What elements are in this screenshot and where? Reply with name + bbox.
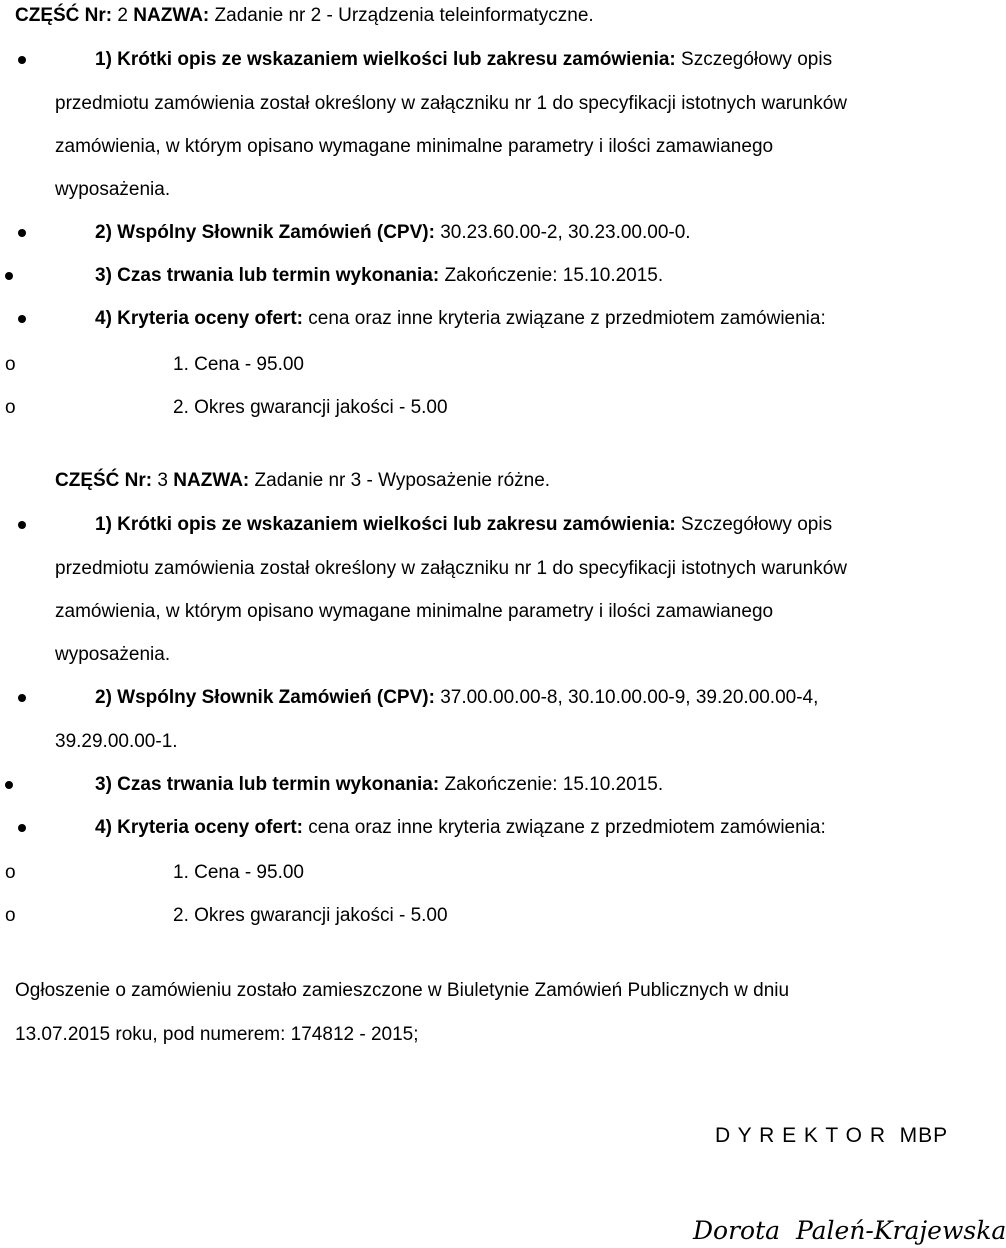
term-value: Zakończenie: 15.10.2015. [444,774,664,795]
part2-description-line3: zamówienia, w którym opisano wymagane minimalne parametry i ilości zamawianego [55,136,774,157]
part2-criteria-item-2: 2. Okres gwarancji jakości - 5.00 [173,397,448,418]
sub-bullet-icon: o [5,905,16,926]
cpv-label: 2) Wspólny Słownik Zamówień (CPV): [95,687,435,708]
part-name-label: NAZWA: [173,470,250,491]
part-name-label: NAZWA: [133,5,210,26]
notice-line1: Ogłoszenie o zamówieniu zostało zamieszczone w Biuletynie Zamówień Publicznych w dniu [15,980,790,1001]
term-label: 3) Czas trwania lub termin wykonania: [95,774,440,795]
part3-cpv-continued: 39.29.00.00-1. [55,731,178,752]
part3-term [95,774,663,796]
term-value: Zakończenie: 15.10.2015. [444,265,664,286]
part3-description-line3: zamówienia, w którym opisano wymagane minimalne parametry i ilości zamawianego [55,601,774,622]
bullet-icon [18,521,26,529]
part2-heading [15,5,594,27]
part3-description-line2: przedmiotu zamówienia został określony w załączniku nr 1 do specyfikacji istotnych warunków [55,558,848,579]
part2-criteria-item-1: 1. Cena - 95.00 [173,354,304,375]
cpv-value: 30.23.60.00-2, 30.23.00.00-0. [440,222,691,243]
part3-criteria-item-1: 1. Cena - 95.00 [173,862,304,883]
part-label: CZĘŚĆ Nr: [55,470,153,491]
criteria-value: cena oraz inne kryteria związane z przedmiotem zamówienia: [308,817,826,838]
part3-description-line1 [95,514,832,536]
part3-cpv [95,687,818,709]
signature-name: Dorota Paleń-Krajewska [693,1216,1006,1245]
bullet-icon [18,229,26,237]
part-name: Zadanie nr 3 - Wyposażenie różne. [254,470,551,491]
part-name: Zadanie nr 2 - Urządzenia teleinformatyczne. [214,5,594,26]
cpv-label: 2) Wspólny Słownik Zamówień (CPV): [95,222,435,243]
part2-term [95,265,663,287]
criteria-value: cena oraz inne kryteria związane z przedmiotem zamówienia: [308,308,826,329]
description-label: 1) Krótki opis ze wskazaniem wielkości lub zakresu zamówienia: [95,49,676,70]
criteria-label: 4) Kryteria oceny ofert: [95,308,304,329]
term-label: 3) Czas trwania lub termin wykonania: [95,265,440,286]
description-text: Szczegółowy opis [681,49,833,70]
sub-bullet-icon: o [5,862,16,883]
part-number: 3 [157,470,168,491]
sub-bullet-icon: o [5,397,16,418]
bullet-icon [18,56,26,64]
part3-criteria [95,817,826,839]
part2-description-line2: przedmiotu zamówienia został określony w załączniku nr 1 do specyfikacji istotnych warunków [55,93,848,114]
part2-cpv [95,222,691,244]
bullet-icon [18,824,26,832]
cpv-value: 37.00.00.00-8, 30.10.00.00-9, 39.20.00.00-4, [440,687,819,708]
part2-description-line1 [95,49,832,71]
description-text: Szczegółowy opis [681,514,833,535]
bullet-icon [5,781,13,789]
sub-bullet-icon: o [5,354,16,375]
part2-description-line4: wyposażenia. [55,179,171,200]
bullet-icon [18,694,26,702]
bullet-icon [5,272,13,280]
part3-description-line4: wyposażenia. [55,644,171,665]
part-label: CZĘŚĆ Nr: [15,5,113,26]
criteria-label: 4) Kryteria oceny ofert: [95,817,304,838]
description-label: 1) Krótki opis ze wskazaniem wielkości lub zakresu zamówienia: [95,514,676,535]
part2-criteria [95,308,826,330]
bullet-icon [18,315,26,323]
part-number: 2 [117,5,128,26]
signature-title: D Y R E K T O R MBP [715,1124,949,1147]
notice-line2: 13.07.2015 roku, pod numerem: 174812 - 2015; [15,1024,419,1045]
part3-criteria-item-2: 2. Okres gwarancji jakości - 5.00 [173,905,448,926]
part3-heading [55,470,550,492]
